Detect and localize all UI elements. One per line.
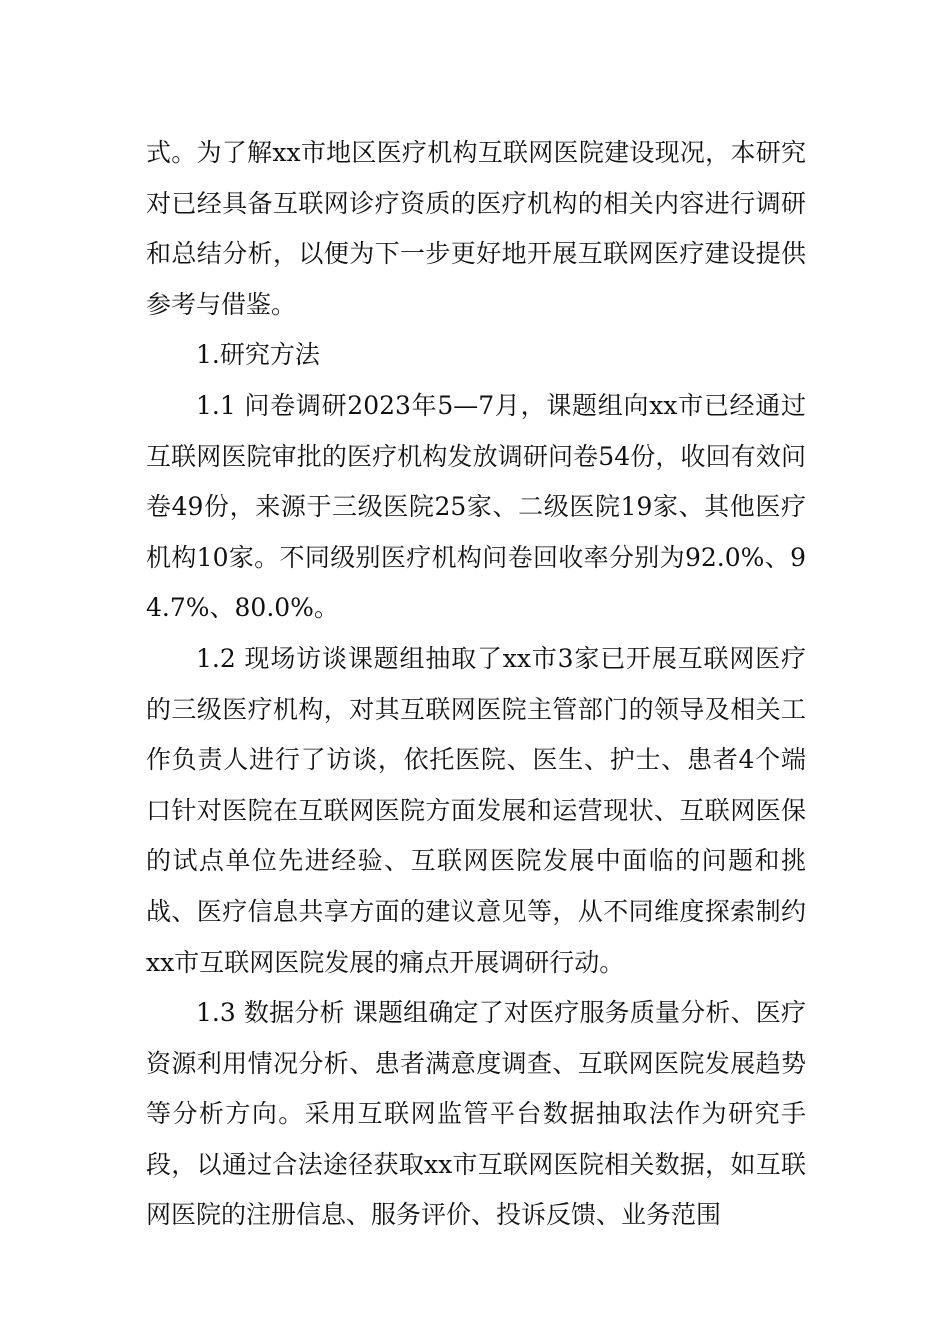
section-heading-research-methods: 1.研究方法 bbox=[196, 340, 320, 370]
paragraph-questionnaire-survey: 1.1 问卷调研2023年5—7月，课题组向xx市已经通过互联网医院审批的医疗机构发放调研问卷54份，收回有效问卷49份，来源于三级医院25家、二级医院19家、其他医疗机构10家。不同级别医疗机构问卷回收率分别为92.0%、94.7%、80.0%。 bbox=[146, 390, 806, 623]
paragraph-intro-continuation: 式。为了解xx市地区医疗机构互联网医院建设现况，本研究对已经具备互联网诊疗资质的医疗机构的相关内容进行调研和总结分析，以便为下一步更好地开展互联网医疗建设提供参考与借鉴。 bbox=[146, 138, 806, 319]
paragraph-field-interviews: 1.2 现场访谈课题组抽取了xx市3家已开展互联网医疗的三级医疗机构，对其互联网医院主管部门的领导及相关工作负责人进行了访谈，依托医院、医生、护士、患者4个端口针对医院在互联网医院方面发展和运营现状、互联网医保的试点单位先进经验、互联网医院发展中面临的问题和挑战、医疗信息共享方面的建议意见等，从不同维度探索制约xx市互联网医院发展的痛点开展调研行动。 bbox=[146, 643, 806, 977]
paragraph-data-analysis: 1.3 数据分析 课题组确定了对医疗服务质量分析、医疗资源利用情况分析、患者满意度调查、互联网医院发展趋势等分析方向。采用互联网监管平台数据抽取法作为研究手段，以通过合法途径获取xx市互联网医院相关数据，如互联网医院的注册信息、服务评价、投诉反馈、业务范围 bbox=[146, 998, 806, 1230]
document-body bbox=[146, 128, 806, 1241]
